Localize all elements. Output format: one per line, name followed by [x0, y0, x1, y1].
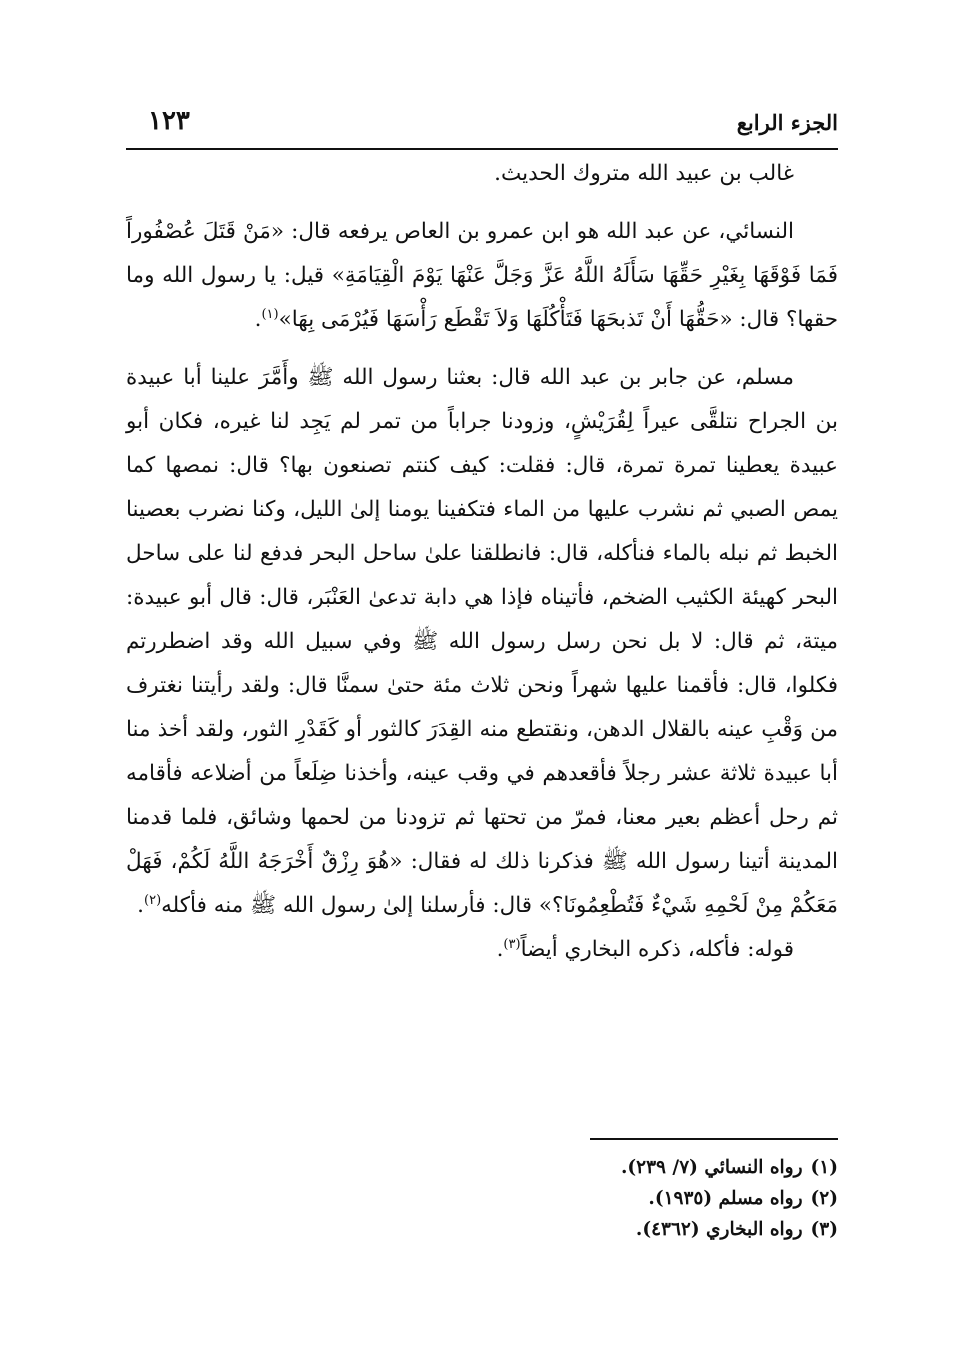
footnote-number: (٢) [810, 1188, 838, 1209]
footnote-number: (٣) [810, 1219, 838, 1240]
footnote-1 [426, 1152, 838, 1183]
paragraph-4: قوله: فأكله، ذكره البخاري أيضاً$^{(٣)}$. [496, 936, 794, 962]
paragraph-text: مسلم، عن جابر بن عبد الله قال: بعثنا رسول الله ﷺ وأَمَّرَ علينا أبا عبيدة بن الجراح نتلقَّى عيراً لِقُرَيْشٍ، وزودنا جراباً من تمر لم يَجِد لنا غيره، فكان أبو عبيدة يعطينا تمرة تمرة، قال: فقلت: كيف كنتم تصنعون بها؟ قال: نمصها كما يمص الصبي ثم نشرب عليها من الماء فتكفينا يومنا إلىٰ الليل، وكنا نضرب بعصينا الخبط ثم نبله بالماء فنأكله، قال: فانطلقنا علىٰ ساحل البحر فدفع لنا على ساحل البحر كهيئة الكثيب الضخم، فأتيناه فإذا هي دابة تدعىٰ العَنْبَر، قال: قال أبو عبيدة: ميتة، ثم قال: لا بل نحن رسل رسول الله ﷺ وفي سبيل الله وقد اضطررتم فكلوا، قال: فأقمنا عليها شهراً ونحن ثلاث مئة حتىٰ سمنَّا قال: ولقد رأيتنا نغترف من وَقْبِ عينه بالقلال الدهن، ونقتطع منه القِدَرَ كالثور أو كَقَدْرِ الثور، ولقد أخذ منا أبا عبيدة ثلاثة عشر رجلاً فأقعدهم في وقب عينه، وأخذنا ضِلَعاً من أضلاعه فأقامه ثم رحل أعظم بعير معنا، فمرّ من تحتها ثم تزودنا من لحمها وشائق، فلما قدمنا المدينة أتينا رسول الله ﷺ فذكرنا ذلك له فقال: «هُوَ رِزْقٌ أَخْرَجَهُ اللَّهُ لَكُمْ، فَهَلْ مَعَكُمْ مِنْ لَحْمِهِ شَيْءٌ فَتُطْعِمُونَا؟» قال: فأرسلنا إلىٰ رسول الله ﷺ منه فأكله [126, 365, 838, 918]
paragraph-text: النسائي، عن عبد الله هو ابن عمرو بن العاص يرفعه قال: «مَنْ قَتَلَ عُصْفُوراً فَمَا فَوْقَهَا بِغَيْرِ حَقِّهَا سَأَلَهُ اللَّهُ عَزَّ وَجَلَّ عَنْهَا يَوْمَ الْقِيَامَةِ» قيل: يا رسول الله وما حقها؟ قال: «حَقُّهَا أَنْ تَذبحَهَا فَتَأْكُلَهَا وَلاَ تَقْطَع رَأْسَهَا فَيُرْمَى بِهَا» [126, 219, 838, 332]
main-text [126, 152, 838, 972]
footnote-number: (١) [810, 1157, 838, 1178]
footnotes [426, 1152, 838, 1245]
footnote-text: رواه النسائي (٧/ ٢٣٩). [620, 1157, 803, 1178]
page-header [126, 104, 838, 150]
paragraph-3: مسلم، عن جابر بن عبد الله قال: بعثنا رسول الله ﷺ وأَمَّرَ علينا أبا عبيدة بن الجراح نتلقَّى عيراً لِقُرَيْشٍ، وزودنا جراباً من تمر لم يَجِد لنا غيره، فكان أبو عبيدة يعطينا تمرة تمرة، قال: فقلت: كيف كنتم تصنعون بها؟ قال: نمصها كما يمص الصبي ثم نشرب عليها من الماء فتكفينا يومنا إلىٰ الليل، وكنا نضرب بعصينا الخبط ثم نبله بالماء فنأكله، قال: فانطلقنا علىٰ ساحل البحر فدفع لنا على ساحل البحر كهيئة الكثيب الضخم، فأتيناه فإذا هي دابة تدعىٰ العَنْبَر، قال: قال أبو عبيدة: ميتة، ثم قال: لا بل نحن رسل رسول الله ﷺ وفي سبيل الله وقد اضطررتم فكلوا، قال: فأقمنا عليها شهراً ونحن ثلاث مئة حتىٰ سمنَّا قال: ولقد رأيتنا نغترف من وَقْبِ عينه بالقلال الدهن، ونقتطع منه القِدَرَ كالثور أو كَقَدْرِ الثور، ولقد أخذ منا أبا عبيدة ثلاثة عشر رجلاً فأقعدهم في وقب عينه، وأخذنا ضِلَعاً من أضلاعه فأقامه ثم رحل أعظم بعير معنا، فمرّ من تحتها ثم تزودنا من لحمها وشائق، فلما قدمنا المدينة أتينا رسول الله ﷺ فذكرنا ذلك له فقال: «هُوَ رِزْقٌ أَخْرَجَهُ اللَّهُ لَكُمْ، فَهَلْ مَعَكُمْ مِنْ لَحْمِهِ شَيْءٌ فَتُطْعِمُونَا؟» قال: فأرسلنا إلىٰ رسول الله ﷺ منه فأكله$^{(٢)}$. [126, 365, 838, 918]
footnote-text: رواه البخاري (٤٣٦٢). [635, 1219, 803, 1240]
running-title: الجزء الرابع [736, 110, 838, 135]
paragraph-text: قوله: فأكله، ذكره البخاري أيضاً [520, 937, 794, 962]
paragraph-text: غالب بن عبيد الله متروك الحديث. [494, 161, 794, 186]
paragraph-1 [126, 152, 838, 196]
footnote-ref[interactable]: (١) [261, 306, 279, 322]
footnote-divider [590, 1138, 838, 1140]
footnote-text: رواه مسلم (١٩٣٥). [648, 1188, 803, 1209]
page-number: ١٢٣ [148, 106, 190, 136]
footnote-ref[interactable]: (٢) [144, 892, 162, 908]
paragraph-2: النسائي، عن عبد الله هو ابن عمرو بن العاص يرفعه قال: «مَنْ قَتَلَ عُصْفُوراً فَمَا فَوْقَهَا بِغَيْرِ حَقِّهَا سَأَلَهُ اللَّهُ عَزَّ وَجَلَّ عَنْهَا يَوْمَ الْقِيَامَةِ» قيل: يا رسول الله وما حقها؟ قال: «حَقُّهَا أَنْ تَذبحَهَا فَتَأْكُلَهَا وَلاَ تَقْطَع رَأْسَهَا فَيُرْمَى بِهَا»$^{(١)}$. [126, 219, 838, 332]
footnote-3 [426, 1214, 838, 1245]
footnote-ref[interactable]: (٣) [503, 936, 521, 952]
footnote-2 [426, 1183, 838, 1214]
